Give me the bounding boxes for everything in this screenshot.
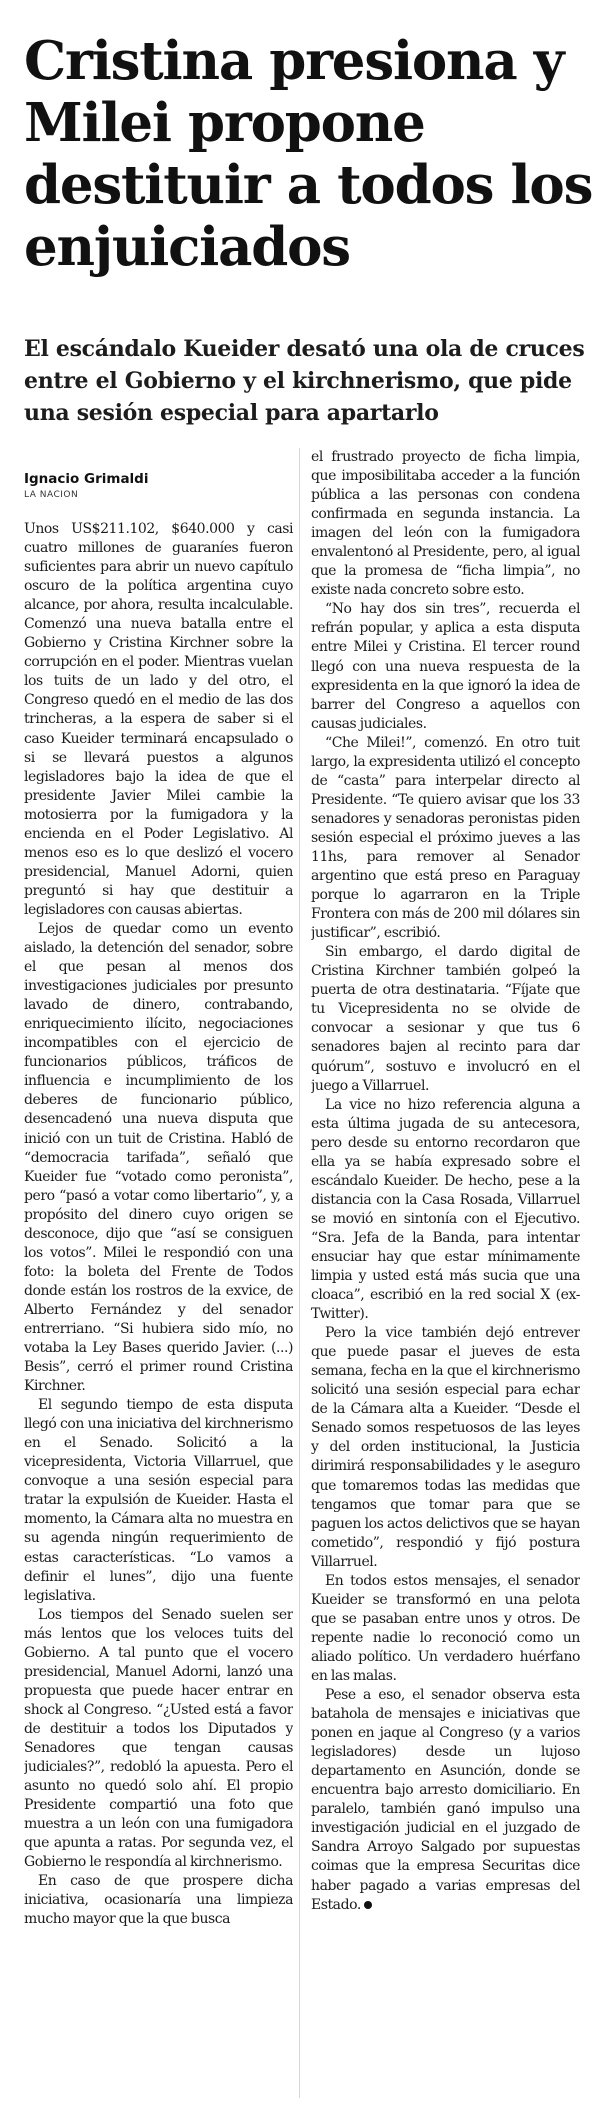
- body-paragraph: “No hay dos sin tres”, recuerda el refrán popular, y aplica a esta disputa entre Milei y Cristina. El tercer round llegó con una nueva respuesta de la expresidenta en la que ignoró la idea de barrer del Congreso a aquellos con causas judiciales.: [311, 601, 580, 732]
- headline: Cristina presiona y Milei propone destituir a todos los enjuiciados: [24, 30, 593, 278]
- body-paragraph: La vice no hizo referencia alguna a esta última jugada de su antecesora, pero desde su entorno recordaron que ella ya se había expresado sobre el escándalo Kueider. De hecho, pese a la distancia con la Casa Rosada, Villarruel se movió en sintonía con el Ejecutivo. “Sra. Jefa de la Banda, para intentar ensuciar hay que estar mínimamente limpia y usted está más sucia que una cloaca”, escribió en la red social X (ex-Twitter).: [311, 1096, 580, 1323]
- body-paragraph: Los tiempos del Senado suelen ser más lentos que los veloces tuits del Gobierno. A tal punto que el vocero presidencial, Manuel Adorni, lanzó una propuesta que puede hacer entrar en shock al Congreso. “¿Usted está a favor de destituir a todos los Diputados y Senadores que tengan causas judiciales?”, redobló la apuesta. Pero el asunto no quedó solo ahí. El propio Presidente compartió una foto que muestra a un león con una fumigadora que apunta a ratas. Por segunda vez, el Gobierno le respondía al kirchnerismo.: [24, 1606, 293, 1871]
- body-paragraph: “Che Milei!”, comenzó. En otro tuit largo, la expresidenta utilizó el concepto de “casta” para interpelar directo al Presidente. “Te quiero avisar que los 33 senadores y senadoras peronistas piden sesión especial el próximo jueves a las 11hs, para remover al Senador argentino que está preso en Paraguay porque lo agarraron en la Triple Frontera con más de 200 mil dólares sin justificar”, escribió.: [311, 734, 580, 942]
- column-divider: [299, 448, 300, 2098]
- body-paragraph: En todos estos mensajes, el senador Kueider se transformó en una pelota que se pasaban entre unos y otros. De repente nadie lo reconoció como un aliado político. Un verdadero huérfano en las malas.: [311, 1572, 580, 1684]
- body-paragraph: Lejos de quedar como un evento aislado, la detención del senador, sobre el que pesan al menos dos investigaciones judiciales por presunto lavado de dinero, contrabando, enriquecimiento ilícito, negociaciones incompatibles con el ejercicio de funcionarios públicos, tráficos de influencia e incumplimiento de los deberes de funcionario público, desencadenó una nueva disputa que inició con un tuit de Cristina. Habló de “democracia tarifada”, señaló que Kueider fue “votado como peronista”, pero “pasó a votar como libertario”, y, a propósito del dinero cuyo origen se desconoce, dijo que “así se consiguen los votos”. Milei le respondió con una foto: la boleta del Frente de Todos donde están los rostros de la exvice, de Alberto Fernández y del senador entrerriano. “Si hubiera sido mío, no votaba la Ley Bases querido Javier. (...) Besis”, cerró el primer round Cristina Kirchner.: [24, 920, 293, 1395]
- subheadline: El escándalo Kueider desató una ola de cruces entre el Gobierno y el kirchnerismo, que pide una sesión especial para apartarlo: [24, 336, 585, 426]
- byline: [24, 470, 284, 502]
- article-column-1: [24, 520, 293, 2102]
- body-paragraph: Sin embargo, el dardo digital de Cristina Kirchner también golpeó la puerta de otra destinataria. “Fíjate que tu Vicepresidenta no se olvide de convocar a sesionar y que tus 6 senadores bajen al recinto para dar quórum”, sostuvo e involucró en el juego a Villarruel.: [311, 944, 580, 1094]
- author-name: Ignacio Grimaldi: [24, 471, 149, 487]
- article-column-2: [311, 448, 580, 2102]
- body-paragraph: Unos US$211.102, $640.000 y casi cuatro millones de guaraníes fueron suficientes para abrir un nuevo capítulo oscuro de la política argentina cuyo alcance, por ahora, resulta incalculable. Comenzó una nueva batalla entre el Gobierno y Cristina Kirchner sobre la corrupción en el poder. Mientras vuelan los tuits de un lado y del otro, el Congreso quedó en el medio de las dos trincheras, a la espera de saber si el caso Kueider terminará encapsulado o si se llevará puestos a algunos legisladores bajo la idea de que el presidente Javier Milei cambie la motosierra por la fumigadora y la encienda en el Poder Legislativo. Al menos eso es lo que deslizó el vocero presidencial, Manuel Adorni, quien preguntó si hay que destituir a legisladores con causas abiertas.: [24, 521, 293, 918]
- body-paragraph: En caso de que prospere dicha iniciativa, ocasionaría una limpieza mucho mayor que la que busca: [24, 1873, 293, 1928]
- body-paragraph: [311, 1686, 580, 1915]
- source-credit: LA NACION: [24, 490, 79, 500]
- last-paragraph-text: Pese a eso, el senador observa esta batahola de mensajes e iniciativas que ponen en jaque al Congreso (y a varios legisladores) desde un lujoso departamento en Asunción, donde se encuentra bajo arresto domiciliario. En paralelo, también ganó impulso una investigación judicial en el juzgado de Sandra Arroyo Salgado por supuestas coimas que la empresa Securitas dice haber pagado a varias empresas del Estado.: [311, 1687, 580, 1913]
- body-paragraph: El segundo tiempo de esta disputa llegó con una iniciativa del kirchnerismo en el Senado. Solicitó a la vicepresidenta, Victoria Villarruel, que convoque a una sesión especial para tratar la expulsión de Kueider. Hasta el momento, la Cámara alta no muestra en su agenda ningún requerimiento de estas características. “Lo vamos a definir el lunes”, dijo una fuente legislativa.: [24, 1397, 293, 1604]
- end-of-article-bullet-icon: [364, 1901, 372, 1909]
- body-paragraph: Pero la vice también dejó entrever que puede pasar el jueves de esta semana, fecha en la que el kirchnerismo solicitó una sesión especial para echar de la Cámara alta a Kueider. “Desde el Senado somos respetuosos de las leyes y del orden institucional, la Justicia dirimirá responsabilidades y le aseguro que tomaremos todas las medidas que tengamos que tomar para que se paguen los actos delictivos que se hayan cometido”, respondió y fijó postura Villarruel.: [311, 1325, 580, 1570]
- body-paragraph: el frustrado proyecto de ficha limpia, que imposibilitaba acceder a la función pública a las personas con condena confirmada en segunda instancia. La imagen del león con la fumigadora envalentonó al Presidente, pero, al igual que la promesa de “ficha limpia”, no existe nada concreto sobre esto.: [311, 449, 580, 599]
